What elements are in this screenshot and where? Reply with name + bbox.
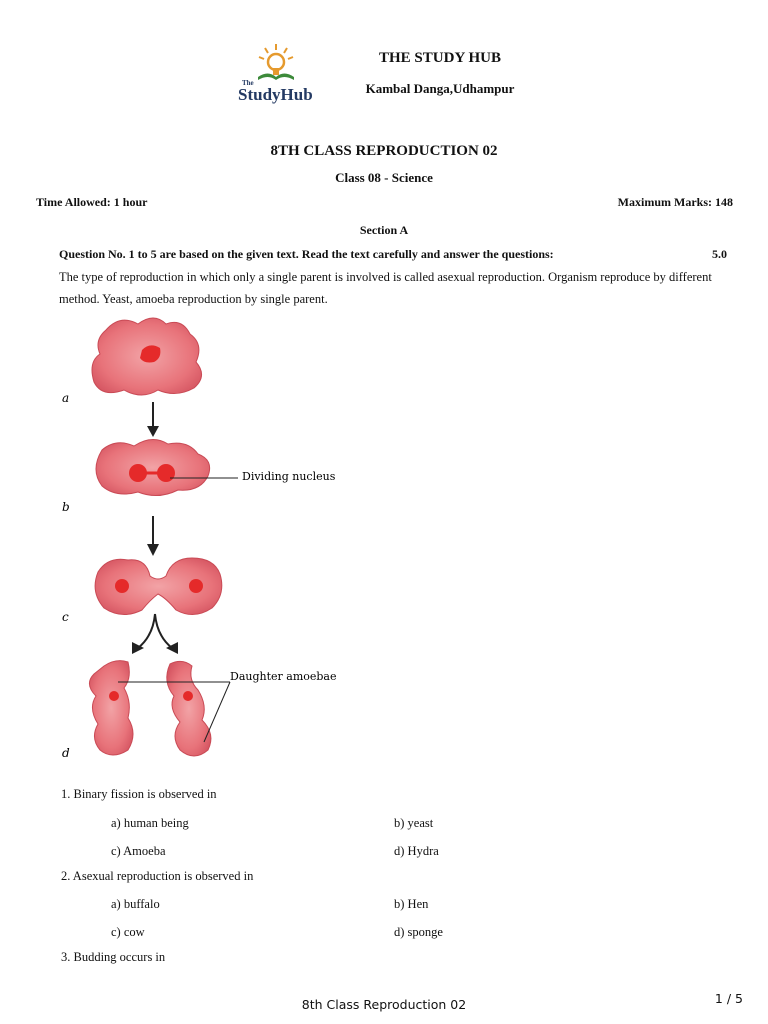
amoeba-stage-d-left — [89, 661, 133, 755]
amoeba-stage-b — [96, 439, 210, 495]
section-heading: Section A — [359, 223, 409, 237]
stage-label-a: a — [62, 391, 70, 405]
stage-label-c: c — [62, 610, 69, 624]
arrow-down-icon — [147, 516, 159, 556]
nucleus — [129, 464, 147, 482]
nucleus — [189, 579, 203, 593]
passage-instruction: Question No. 1 to 5 are based on the given text. Read the text carefully and answer the questions: — [59, 247, 554, 261]
school-logo — [236, 40, 322, 106]
logo-graphic — [236, 40, 322, 106]
passage-marks: 5.0 — [712, 247, 727, 261]
q2-option-d: d) sponge — [394, 925, 443, 939]
amoeba-stage-c — [95, 558, 222, 615]
school-name: THE STUDY HUB — [379, 50, 501, 66]
nucleus — [157, 464, 175, 482]
daughter-amoebae-label: Daughter amoebae — [230, 670, 337, 683]
question-2: 2. Asexual reproduction is observed in — [61, 869, 254, 883]
page-number: 1 / 5 — [714, 991, 743, 1006]
time-allowed: Time Allowed: 1 hour — [36, 195, 148, 209]
arrow-down-icon — [147, 402, 159, 437]
question-1: 1. Binary fission is observed in — [61, 787, 217, 801]
amoeba-stage-a — [92, 318, 202, 395]
paper-subtitle: Class 08 - Science — [335, 170, 433, 185]
q2-option-c: c) cow — [111, 925, 145, 939]
svg-text:StudyHub: StudyHub — [238, 85, 313, 104]
q1-option-d: d) Hydra — [394, 844, 439, 858]
pointer-line — [204, 682, 230, 742]
question-3: 3. Budding occurs in — [61, 950, 166, 964]
split-arrows-icon — [132, 614, 178, 654]
maximum-marks: Maximum Marks: 148 — [617, 195, 733, 209]
paper-title: 8TH CLASS REPRODUCTION 02 — [270, 143, 498, 159]
footer-title: 8th Class Reproduction 02 — [301, 997, 467, 1012]
q1-option-a: a) human being — [111, 816, 189, 830]
sun-rays — [259, 44, 293, 59]
q2-option-a: a) buffalo — [111, 897, 160, 911]
passage-text: The type of reproduction in which only a single parent is involved is called asexual reproduction. Organism reproduce by different method. Yeast, amoeba reproduction by single parent. — [59, 270, 712, 306]
nucleus — [183, 691, 193, 701]
stage-label-d: d — [62, 746, 70, 760]
school-address: Kambal Danga,Udhampur — [365, 81, 515, 96]
nucleus — [109, 691, 119, 701]
svg-text:The: The — [242, 79, 254, 87]
dividing-nucleus-label: Dividing nucleus — [242, 470, 336, 483]
nucleus — [115, 579, 129, 593]
amoeba-fission-figure — [58, 310, 358, 770]
q2-option-b: b) Hen — [394, 897, 429, 911]
stage-label-b: b — [62, 500, 70, 514]
q1-option-b: b) yeast — [394, 816, 434, 830]
bulb-icon — [268, 54, 284, 70]
q1-option-c: c) Amoeba — [111, 844, 166, 858]
